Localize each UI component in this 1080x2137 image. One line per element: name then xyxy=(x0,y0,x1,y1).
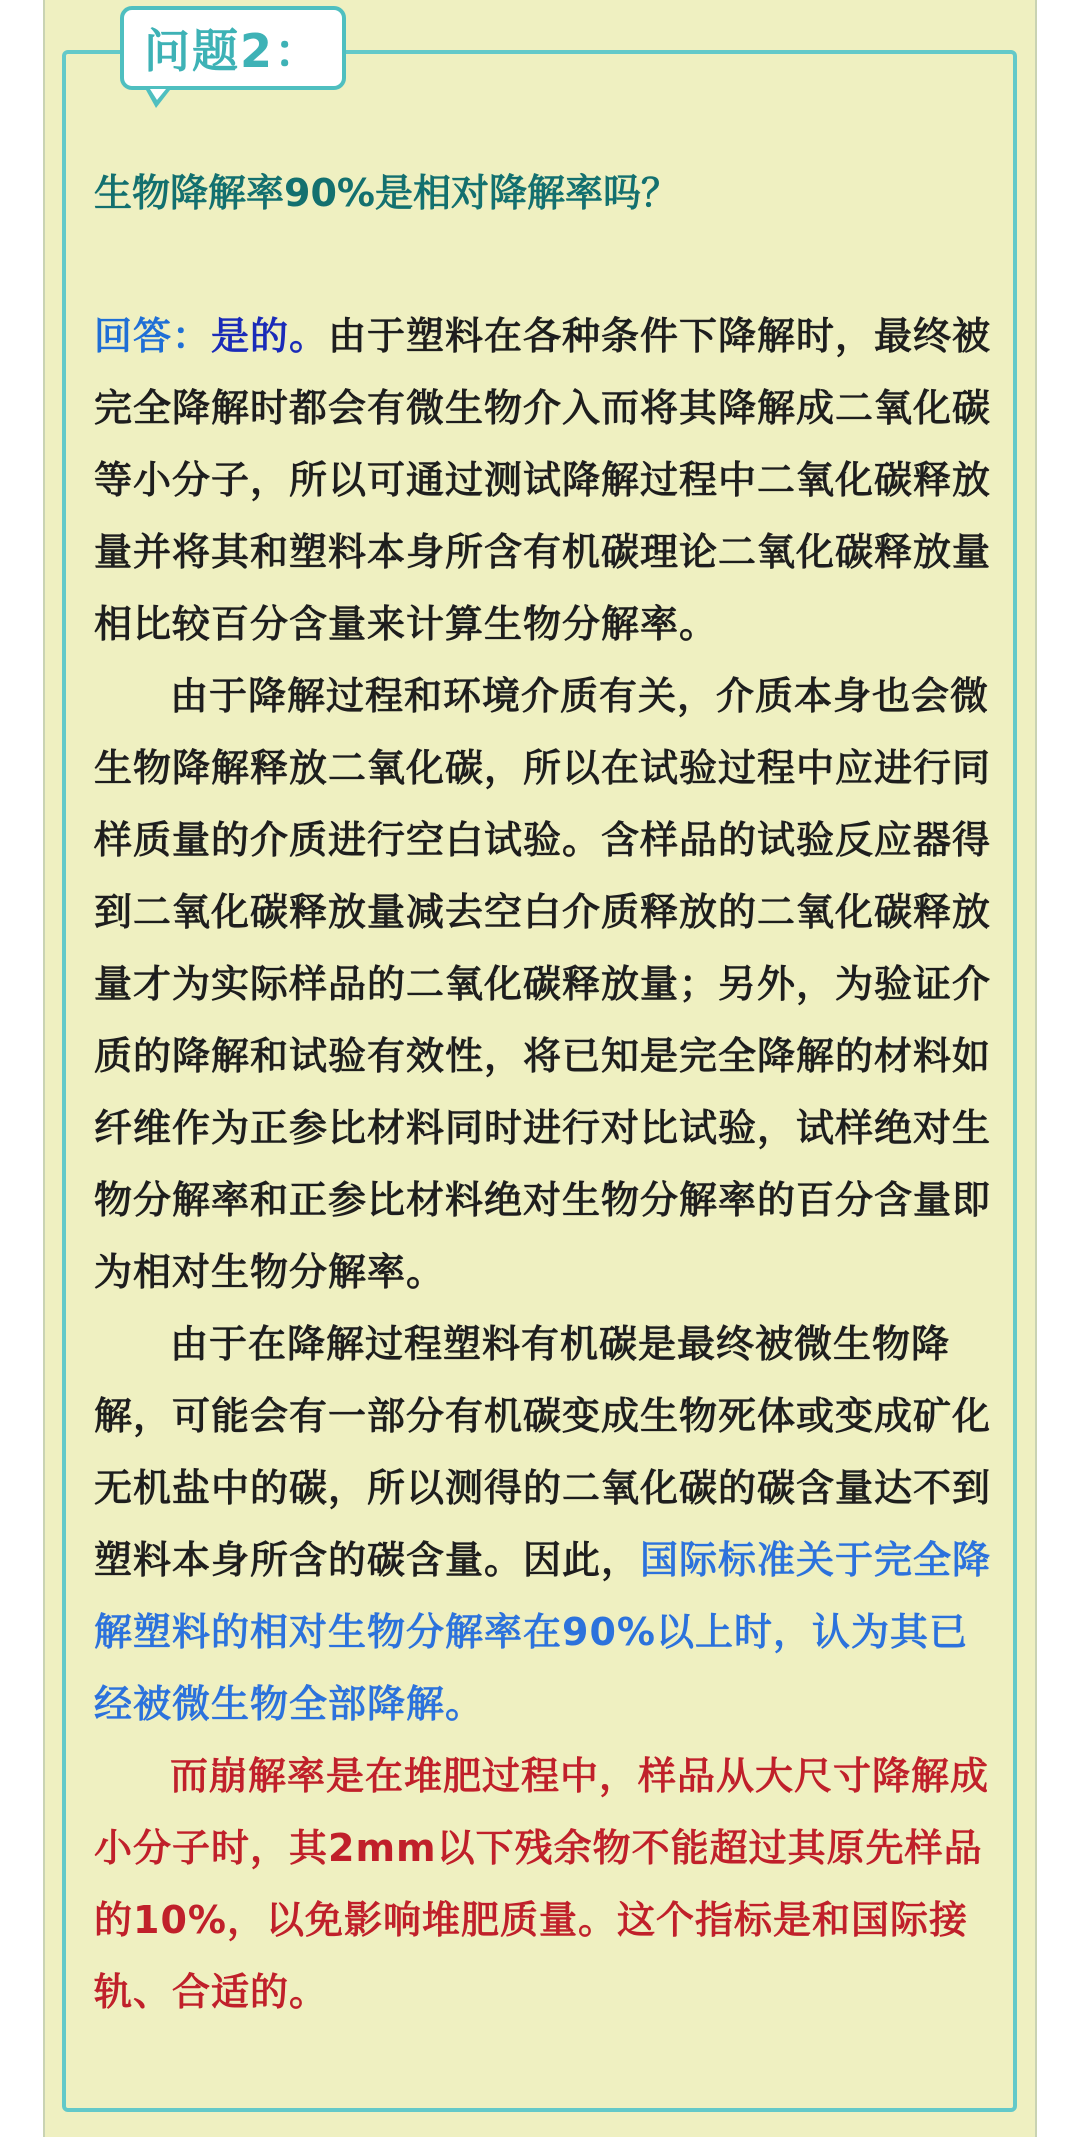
answer-paragraph-1-text: 由于塑料在各种条件下降解时，最终被完全降解时都会有微生物介入而将其降解成二氧化碳等小分子，所以可通过测试降解过程中二氧化碳释放量并将其和塑料本身所含有机碳理论二氧化碳释放量相比较百分含量来计算生物分解率。 xyxy=(94,314,992,646)
answer-yes: 是的。 xyxy=(211,314,329,358)
question-tab xyxy=(120,6,346,90)
answer-paragraph-3-text: 由于在降解过程塑料有机碳是最终被微生物降解，可能会有一部分有机碳变成生物死体或变成矿化无机盐中的碳，所以测得的二氧化碳的碳含量达不到塑料本身所含的碳含量。因此， xyxy=(94,1322,992,1582)
answer-paragraph-3-highlight: 国际标准关于完全降解塑料的相对生物分解率在90%以上时，认为其已经被微生物全部降解。 xyxy=(94,1538,992,1726)
question-number-title: 问题2： xyxy=(143,24,322,78)
answer-paragraph-2: 由于降解过程和环境介质有关，介质本身也会微生物降解释放二氧化碳，所以在试验过程中应进行同样质量的介质进行空白试验。含样品的试验反应器得到二氧化碳释放量减去空白介质释放的二氧化碳释放量才为实际样品的二氧化碳释放量；另外，为验证介质的降解和试验有效性，将已知是完全降解的材料如纤维作为正参比材料同时进行对比试验，试样绝对生物分解率和正参比材料绝对生物分解率的百分含量即为相对生物分解率。 xyxy=(94,674,992,1294)
answer-paragraph-1 xyxy=(94,300,994,660)
question-tab-box xyxy=(120,6,346,90)
answer-body xyxy=(94,300,994,2028)
answer-paragraph-3 xyxy=(94,1308,994,1740)
answer-paragraph-4: 而崩解率是在堆肥过程中，样品从大尺寸降解成小分子时，其2mm以下残余物不能超过其原先样品的10%，以免影响堆肥质量。这个指标是和国际接轨、合适的。 xyxy=(94,1754,990,2014)
answer-label: 回答： xyxy=(94,314,212,358)
tab-pointer-inner xyxy=(150,89,166,100)
question-text: 生物降解率90%是相对降解率吗？ xyxy=(94,171,679,215)
